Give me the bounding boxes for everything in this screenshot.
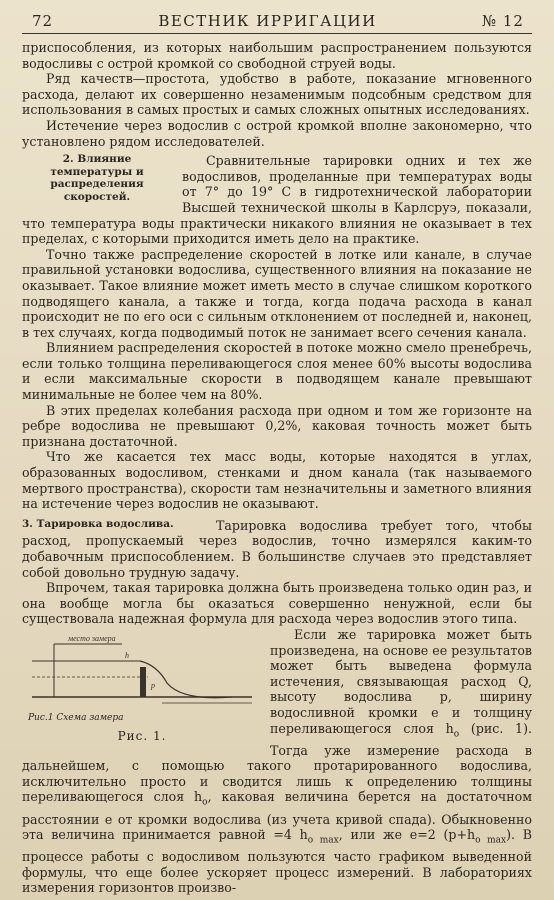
- paragraph: Если же тарировка может быть произведена, на основе ее результатов может быть выведена формула истечения, связывающая расход Q, высоту водослива p, ширину водосливной кромки e и толщину переливающегося слоя $h_o$ (рис. 1). Тогда уже измерение расхода в дальнейшем, с помощью такого протарированного водослива, исключительно просто и сводится лишь к определению толщины переливающегося слоя $h_o$, каковая величина берется на достаточном расстоянии e от кромки водослива (из учета кривой спада). Обыкновенно эта величина принимается равной =4 $h_{o max}$, или же e=2 $(p+h_{o max})$. В процессе работы с водосливом пользуются часто графиком выведенной формулы, что еще более ускоряет процесс измерений. В лабораториях измерения горизонтов произво-: [22, 626, 533, 896]
- section-heading-3: 3. Тарировка водослива.: [22, 517, 174, 530]
- section-heading-2: 2. Влияние температуры и распределения скоростей.: [50, 153, 144, 203]
- paragraph: Влиянием распределения скоростей в потоке можно смело пренебречь, если только толщина переливающегося слоя менее 60% высоты водослива и если максимальные скорости в подводящем канале превышают минимальные не более чем на 80%.: [22, 340, 532, 403]
- figure-top-label: место замера: [68, 633, 116, 643]
- weir-diagram: [22, 631, 262, 711]
- paragraph: Тарировка водослива требует того, чтобы расход, пропускаемый через водослив, точно измерялся каким-то добавочным приспособлением. В большинстве случаев это представляет собой довольно трудную задачу.: [22, 517, 532, 580]
- figure-caption: Рис. 1.: [117, 728, 167, 743]
- figure-left-caption: Рис.1 Схема замера: [28, 712, 124, 723]
- paragraph: Впрочем, такая тарировка должна быть произведена только один раз, и она вообще могла бы оказаться совершенно ненужной, если бы существовала надежная формула для расхода через водослив этого типа.: [22, 580, 532, 627]
- paragraph: Истечение через водослив с острой кромкой вполне закономерно, что установлено рядом исследователей.: [22, 117, 532, 149]
- journal-title: ВЕСТНИК ИРРИГАЦИИ: [158, 12, 377, 30]
- article-body: [22, 40, 532, 896]
- svg-text:h: h: [125, 650, 129, 660]
- svg-text:p: p: [151, 680, 155, 690]
- paragraph: Точно также распределение скоростей в лотке или канале, в случае правильной установки водослива, существенного влияния на показание не оказывает. Такое влияние может иметь место в случае слишком короткого подводящего канала, а также и тогда, когда подача расхода в канал происходит не по его оси с сильным отклонением от последней и, наконец, в тех случаях, когда подводимый поток не занимает всего сечения канала.: [22, 246, 532, 340]
- page-number: 72: [32, 12, 54, 30]
- paragraph: Ряд качеств—простота, удобство в работе, показание мгновенного расхода, делают их совершенно незаменимым подсобным средством для использования в самых простых и самых сложных опытных исследованиях.: [22, 71, 532, 118]
- page-header: [22, 12, 532, 34]
- issue-number: № 12: [481, 12, 524, 30]
- weir-figure: [22, 631, 262, 744]
- paragraph: Сравнительные тарировки одних и тех же водосливов, проделанные при температурах воды от 7° до 19° С в гидротехнической лаборатории Высшей технической школы в Карлсруэ, показали, что температура воды практически никакого влияния не оказывает в тех пределах, с которыми приходится иметь дело на практике.: [22, 153, 532, 247]
- paragraph: приспособления, из которых наибольшим распространением пользуются водосливы с острой кромкой со свободной струей воды.: [22, 40, 532, 71]
- paragraph: В этих пределах колебания расхода при одном и том же горизонте на ребре водослива не превышают 0,2%, каковая точность может быть признана достаточной.: [22, 402, 532, 449]
- paragraph: Что же касается тех масс воды, которые находятся в углах, образованных водосливом, стенками и дном канала (так называемого мертвого пространства), скорости там незначительны и заметного влияния на истечение через водослив не оказывают.: [22, 449, 532, 512]
